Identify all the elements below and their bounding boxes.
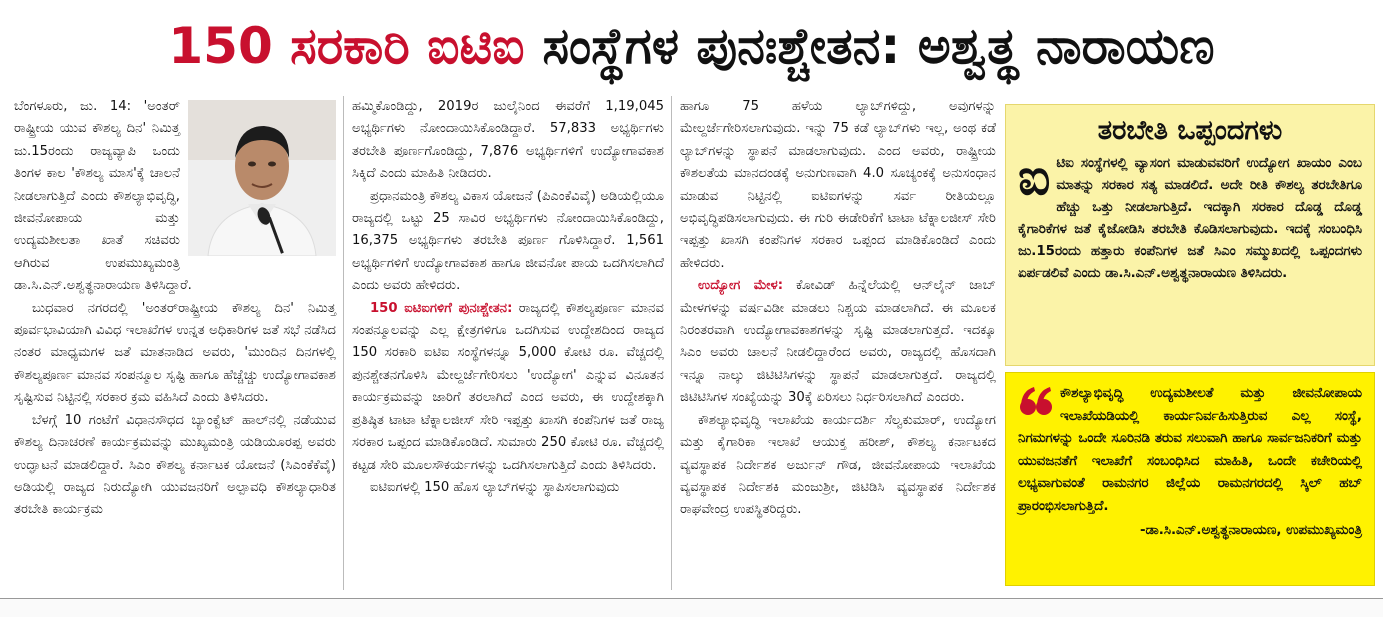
col3-paragraph-3: ಕೌಶಲ್ಯಾಭಿವೃದ್ಧಿ ಇಲಾಖೆಯ ಕಾರ್ಯದರ್ಶಿ ಸೆಲ್ವಕುಮಾರ್, ಉದ್ಯೋಗ ಮತ್ತು ಕೈಗಾರಿಕಾ ಇಲಾಖೆ ಆಯುಕ್ತ ಹರೀಶ್, ಕೌಶಲ್ಯ ಕರ್ನಾಟಕದ ವ್ಯವಸ್ಥಾಪಕ ನಿರ್ದೇಶಕ ಅರ್ಜುನ್ ಗೌಡ, ಜೀವನೋಪಾಯ ಇಲಾಖೆಯ ವ್ಯವಸ್ಥಾಪಕ ನಿರ್ದೇಶಕಿ ಮಂಜುಶ್ರೀ, ಜಿಟಿಡಿಸಿ ವ್ಯವಸ್ಥಾಪಕ ನಿರ್ದೇಶಕ ರಾಘವೇಂದ್ರ ಉಪಸ್ಥಿತರಿದ್ದರು. [680, 412, 996, 518]
col2-subheading: 150 ಐಟಿಐಗಳಿಗೆ ಪುನಃಶ್ಚೇತನ: [370, 300, 513, 316]
article-column-3 [680, 96, 996, 522]
minister-quote-box [1005, 372, 1375, 586]
col1-paragraph-1: ಬೆಂಗಳೂರು, ಜು. 14: 'ಅಂತರ್ ರಾಷ್ಟ್ರೀಯ ಯುವ ಕೌಶಲ್ಯ ದಿನ' ನಿಮಿತ್ತ ಜು.15ರಂದು ರಾಜ್ಯವ್ಯಾಪಿ ಒಂದು ತಿಂಗಳ ಕಾಲ 'ಕೌಶಲ್ಯ ಮಾಸ'ಕ್ಕೆ ಚಾಲನೆ ನೀಡಲಾಗುತ್ತಿದೆ ಎಂದು ಕೌಶಲ್ಯಾಭಿವೃದ್ಧಿ, ಜೀವನೋಪಾಯ ಮತ್ತು ಉದ್ಯಮಶೀಲತಾ ಖಾತೆ ಸಚಿವರು ಆಗಿರುವ ಉಪಮುಖ್ಯಮಂತ್ರಿ ಡಾ.ಸಿ.ಎನ್.ಅಶ್ವತ್ಥನಾರಾಯಣ ತಿಳಿಸಿದ್ದಾರೆ. [14, 99, 192, 294]
headline-red-part: 150 ಸರಕಾರಿ ಐಟಿಐ [168, 16, 525, 75]
col1-paragraph-2: ಬುಧವಾರ ನಗರದಲ್ಲಿ 'ಅಂತರ್‌ರಾಷ್ಟ್ರೀಯ ಕೌಶಲ್ಯ ದಿನ' ನಿಮಿತ್ತ ಪೂರ್ವಭಾವಿಯಾಗಿ ವಿವಿಧ ಇಲಾಖೆಗಳ ಉನ್ನತ ಅಧಿಕಾರಿಗಳ ಜತೆ ಸಭೆ ನಡೆಸಿದ ನಂತರ ಮಾಧ್ಯಮಗಳ ಜತೆ ಮಾತನಾಡಿದ ಅವರು, 'ಮುಂದಿನ ದಿನಗಳಲ್ಲಿ ಕೌಶಲ್ಯಪೂರ್ಣ ಮಾನವ ಸಂಪನ್ಮೂಲ ಸೃಷ್ಟಿ ಹಾಗೂ ಹೆಚ್ಚೆಚ್ಚು ಉದ್ಯೋಗಾವಕಾಶ ಸೃಷ್ಟಿಸುವ ನಿಟ್ಟಿನಲ್ಲಿ ಸರಕಾರ ಕ್ರಮ ವಹಿಸಿದೆ ಎಂದು ತಿಳಿಸಿದರು. [14, 300, 336, 406]
box-body [1018, 148, 1362, 285]
column-divider [343, 96, 344, 590]
col3-paragraph-1: ಹಾಗೂ 75 ಹಳೆಯ ಲ್ಯಾಬ್‌ಗಳಿದ್ದು, ಅವುಗಳನ್ನು ಮೇಲ್ದರ್ಜೆಗೇರಿಸಲಾಗುವುದು. ಇನ್ನು 75 ಕಡೆ ಲ್ಯಾಬ್‌ಗಳು ಇಲ್ಲ, ಅಂಥ ಕಡೆ ಲ್ಯಾಬ್‌ಗಳನ್ನು ಸ್ಥಾಪನೆ ಮಾಡಲಾಗುವುದು. ಎಂದ ಅವರು, ರಾಷ್ಟ್ರೀಯ ಕೌಶಲತೆಯ ಮಾನದಂಡಕ್ಕೆ ಅನುಗುಣವಾಗಿ 4.0 ಸೂಚ್ಯಂಕಕ್ಕೆ ಅನುಸಂಧಾನ ಮಾಡುವ ನಿಟ್ಟಿನಲ್ಲಿ ಐಟಿಐಗಳನ್ನು ಸರ್ವ ರೀತಿಯಲ್ಲೂ ಅಭಿವೃದ್ಧಿಪಡಿಸಲಾಗುವುದು. ಈ ಗುರಿ ಈಡೇರಿಕೆಗೆ ಟಾಟಾ ಟೆಕ್ನಾಲಜೀಸ್ ಸೇರಿ ಇಪ್ಪತ್ತು ಖಾಸಗಿ ಕಂಪೆನಿಗಳ ಸರಕಾರ ಒಪ್ಪಂದ ಮಾಡಿಕೊಂಡಿದೆ ಎಂದು ಹೇಳಿದರು. [680, 99, 996, 271]
next-article-strip [0, 598, 1383, 617]
col3-paragraph-2-body: ಕೋವಿಡ್ ಹಿನ್ನೆಲೆಯಲ್ಲಿ ಆನ್‌ಲೈನ್ ಜಾಬ್ ಮೇಳಗಳನ್ನು ವರ್ಷವಿಡೀ ಮಾಡಲು ನಿಶ್ಚಯ ಮಾಡಲಾಗಿದೆ. ಈ ಮೂಲಕ ನಿರಂತರವಾಗಿ ಉದ್ಯೋಗಾವಕಾಶಗಳನ್ನು ಸೃಷ್ಟಿ ಮಾಡಲಾಗುತ್ತದೆ. ಇದಕ್ಕೂ ಸಿಎಂ ಅವರು ಚಾಲನೆ ನೀಡಲಿದ್ದಾರೆಂದ ಅವರು, ರಾಜ್ಯದಲ್ಲಿ ಹೊಸದಾಗಿ ಇನ್ನೂ ನಾಲ್ಕು ಜಿಟಿಟಿಸಿಗಳನ್ನು ಸ್ಥಾಪನೆ ಮಾಡಲಾಗುತ್ತದೆ. ರಾಜ್ಯದಲ್ಲಿ ಜಿಟಿಟಿಸಿಗಳ ಸಂಖ್ಯೆಯನ್ನು 30ಕ್ಕೆ ಏರಿಸಲು ನಿರ್ಧರಿಸಲಾಗಿದೆ ಎಂದರು. [680, 278, 996, 406]
box-title: ತರಬೇತಿ ಒಪ್ಪಂದಗಳು [1097, 115, 1283, 146]
col2-paragraph-3-body: ರಾಜ್ಯದಲ್ಲಿ ಕೌಶಲ್ಯಪೂರ್ಣ ಮಾನವ ಸಂಪನ್ಮೂಲವನ್ನು ಎಲ್ಲ ಕ್ಷೇತ್ರಗಳಿಗೂ ಒದಗಿಸುವ ಉದ್ದೇಶದಿಂದ ರಾಜ್ಯದ 150 ಸರಕಾರಿ ಐಟಿಐ ಸಂಸ್ಥೆಗಳನ್ನೂ 5,000 ಕೋಟಿ ರೂ. ವೆಚ್ಚದಲ್ಲಿ ಪುನಶ್ಚೇತನಗೊಳಿಸಿ ಮೇಲ್ದರ್ಜೆಗೇರಿಸಲು 'ಉದ್ಯೋಗ' ಎನ್ನುವ ವಿನೂತನ ಕಾರ್ಯಕ್ರಮವನ್ನು ಜಾರಿಗೆ ತರಲಾಗಿದೆ ಎಂದ ಅವರು, ಈ ಉದ್ದೇಶಕ್ಕಾಗಿ ಪ್ರತಿಷ್ಠಿತ ಟಾಟಾ ಟೆಕ್ನಾಲಜೀಸ್ ಸೇರಿ ಇಪ್ಪತ್ತು ಖಾಸಗಿ ಕಂಪೆನಿಗಳ ಜತೆ ರಾಜ್ಯ ಸರಕಾರ ಒಪ್ಪಂದ ಮಾಡಿಕೊಂಡಿದೆ. ಸುಮಾರು 250 ಕೋಟಿ ರೂ. ವೆಚ್ಚದಲ್ಲಿ ಕಟ್ಟಡ ಸೇರಿ ಮೂಲಸೌಕರ್ಯಗಳನ್ನು ಒದಗಿಸಲಾಗುತ್ತಿದೆ ಎಂದು ತಿಳಿಸಿದರು. [352, 300, 664, 473]
article-column-2 [352, 96, 664, 499]
headline [0, 0, 1383, 92]
headline-black-part: ಸಂಸ್ಥೆಗಳ ಪುನಃಶ್ಚೇತನ: ಅಶ್ವತ್ಥ ನಾರಾಯಣ [542, 16, 1215, 75]
col2-paragraph-4: ಐಟಿಐಗಳಲ್ಲಿ 150 ಹೊಸ ಲ್ಯಾಬ್‌ಗಳನ್ನು ಸ್ಥಾಪಿಸಲಾಗುವುದು [370, 479, 620, 495]
col3-paragraph-2 [680, 275, 996, 409]
quote-signature: -ಡಾ.ಸಿ.ಎನ್.ಅಶ್ವತ್ಥನಾರಾಯಣ, ಉಪಮುಖ್ಯಮಂತ್ರಿ [1139, 522, 1362, 538]
col2-paragraph-1: ಹಮ್ಮಿಕೊಂಡಿದ್ದು, 2019ರ ಜುಲೈನಿಂದ ಈವರೆಗೆ 1,19,045 ಅಭ್ಯರ್ಥಿಗಳು ನೋಂದಾಯಿಸಿಕೊಂಡಿದ್ದಾರೆ. 57,833 ಅಭ್ಯರ್ಥಿಗಳು ತರಬೇತಿ ಪೂರ್ಣಗೊಂಡಿದ್ದು, 7,876 ಅಭ್ಯರ್ಥಿಗಳಿಗೆ ಉದ್ಯೋಗಾವಕಾಶ ಸಿಕ್ಕಿದೆ ಎಂದು ಮಾಹಿತಿ ನೀಡಿದರು. [352, 99, 664, 182]
column-divider [671, 96, 672, 590]
minister-photo [188, 100, 336, 256]
col1-paragraph-3: ಬೆಳಗ್ಗೆ 10 ಗಂಟೆಗೆ ವಿಧಾನಸೌಧದ ಬ್ಯಾಂಕ್ವೆಟ್ ಹಾಲ್‌ನಲ್ಲಿ ನಡೆಯುವ ಕೌಶಲ್ಯ ದಿನಾಚರಣೆ ಕಾರ್ಯಕ್ರಮವನ್ನು ಮುಖ್ಯಮಂತ್ರಿ ಯಡಿಯೂರಪ್ಪ ಅವರು ಉದ್ಘಾಟನೆ ಮಾಡಲಿದ್ದಾರೆ. ಸಿಎಂ ಕೌಶಲ್ಯ ಕರ್ನಾಟಕ ಯೋಜನೆ (ಸಿಎಂಕೆಕೆವೈ) ಅಡಿಯಲ್ಲಿ ರಾಜ್ಯದ ನಿರುದ್ಯೋಗಿ ಯುವಜನರಿಗೆ ಅಲ್ಪಾವಧಿ ಕೌಶಲ್ಯಾಧಾರಿತ ತರಬೇತಿ ಕಾರ್ಯಕ್ರಮ [14, 412, 336, 518]
col3-subheading: ಉದ್ಯೋಗ ಮೇಳ: [698, 278, 784, 294]
article-column-1 [14, 96, 336, 522]
dropcap: ಐ [1018, 148, 1051, 206]
quote-text: ಕೌಶಲ್ಯಾಭಿವೃದ್ಧಿ ಉದ್ಯಮಶೀಲತೆ ಮತ್ತು ಜೀವನೋಪಾಯ ಇಲಾಖೆಯಡಿಯಲ್ಲಿ ಕಾರ್ಯನಿರ್ವಹಿಸುತ್ತಿರುವ ಎಲ್ಲ ಸಂಸ್ಥೆ, ನಿಗಮಗಳನ್ನು ಒಂದೇ ಸೂರಿನಡಿ ತರುವ ಸಲುವಾಗಿ ಹಾಗೂ ಸಾರ್ವಜನಿಕರಿಗೆ ಮತ್ತು ಯುವಜನತೆಗೆ ಇಲಾಖೆಗೆ ಸಂಬಂಧಿಸಿದ ಮಾಹಿತಿ, ಒಂದೇ ಕಚೇರಿಯಲ್ಲಿ ಲಭ್ಯವಾಗುವಂತೆ ರಾಮನಗರ ಜಿಲ್ಲೆಯ ರಾಮನಗರದಲ್ಲಿ ಸ್ಕಿಲ್ ಹಬ್ ಪ್ರಾರಂಭಿಸಲಾಗುತ್ತಿದೆ. [1018, 386, 1362, 514]
box-body-text: ಟಿಐ ಸಂಸ್ಥೆಗಳಲ್ಲಿ ವ್ಯಾಸಂಗ ಮಾಡುವವರಿಗೆ ಉದ್ಯೋಗ ಖಾಯಂ ಎಂಬ ಮಾತನ್ನು ಸರಕಾರ ಸತ್ಯ ಮಾಡಲಿದೆ. ಅದೇ ರೀತಿ ಕೌಶಲ್ಯ ತರಬೇತಿಗೂ ಹೆಚ್ಚು ಒತ್ತು ನೀಡಲಾಗುತ್ತಿದೆ. ಇದಕ್ಕಾಗಿ ಸರಕಾರ ದೊಡ್ಡ ದೊಡ್ಡ ಕೈಗಾರಿಕೆಗಳ ಜತೆ ಕೈಜೋಡಿಸಿ ತರಬೇತಿ ಕೊಡಿಸಲಾಗುವುದು. ಇದಕ್ಕೆ ಸಂಬಂಧಿಸಿ ಜು.15ರಂದು ಹತ್ತಾರು ಕಂಪೆನಿಗಳ ಜತೆ ಸಿಎಂ ಸಮ್ಮುಖದಲ್ಲಿ ಒಪ್ಪಂದಗಳು ಏರ್ಪಡಲಿವೆ ಎಂದು ಡಾ.ಸಿ.ಎನ್.ಅಶ್ವತ್ಥನಾರಾಯಣ ತಿಳಿಸಿದರು. [1018, 156, 1362, 281]
quote-body [1018, 383, 1362, 519]
training-agreements-box [1005, 104, 1375, 366]
quote-mark-icon [1018, 385, 1052, 419]
col2-paragraph-2: ಪ್ರಧಾನಮಂತ್ರಿ ಕೌಶಲ್ಯ ವಿಕಾಸ ಯೋಜನೆ (ಪಿಎಂಕೆವಿವೈ) ಅಡಿಯಲ್ಲಿಯೂ ರಾಜ್ಯದಲ್ಲಿ ಒಟ್ಟು 25 ಸಾವಿರ ಅಭ್ಯರ್ಥಿಗಳು ನೋಂದಾಯಿಸಿಕೊಂಡಿದ್ದು, 16,375 ಅಭ್ಯರ್ಥಿಗಳು ತರಬೇತಿ ಪೂರ್ಣ ಗೊಳಿಸಿದ್ದಾರೆ. 1,561 ಅಭ್ಯರ್ಥಿಗಳಿಗೆ ಉದ್ಯೋಗಾವಕಾಶ ಹಾಗೂ ಜೀವನೋ ಪಾಯ ಒದಗಿಸಲಾಗಿದೆ ಎಂದು ಅವರು ಹೇಳಿದರು. [352, 188, 664, 294]
col2-paragraph-3 [352, 298, 664, 477]
